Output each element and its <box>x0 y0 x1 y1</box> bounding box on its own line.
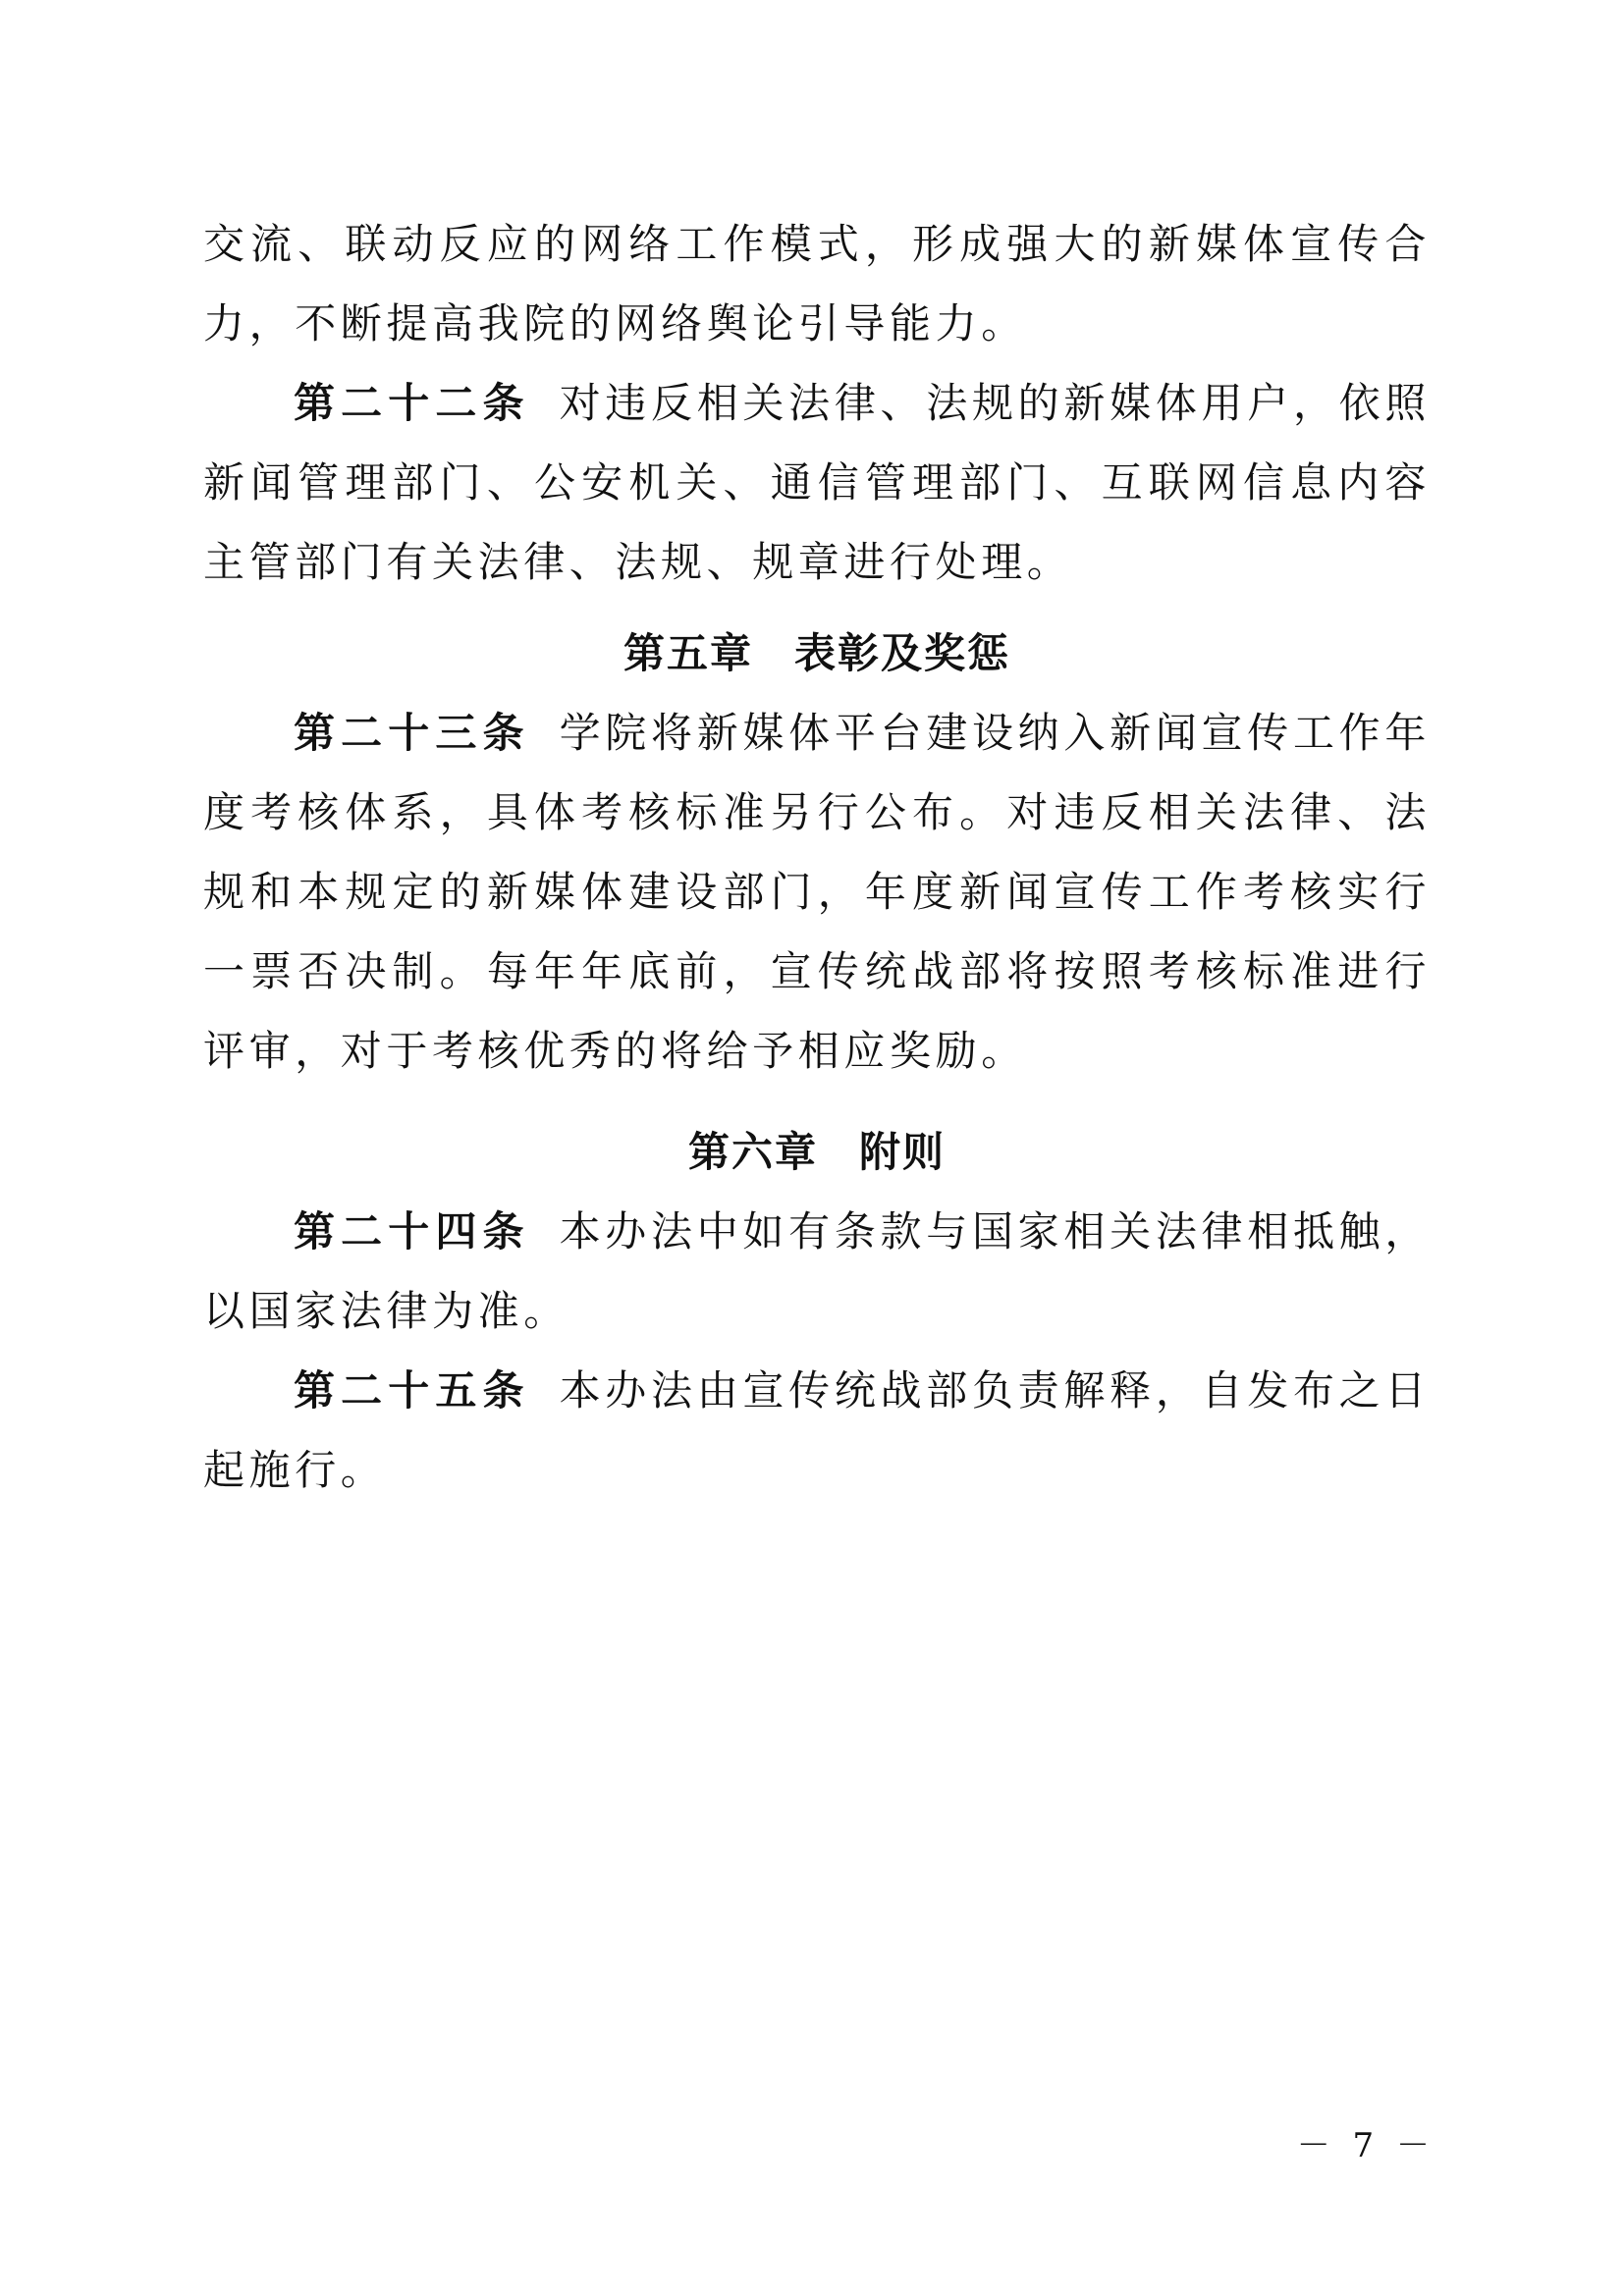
article-23 <box>203 693 1431 1091</box>
article-24 <box>203 1192 1431 1351</box>
article-25 <box>203 1351 1431 1510</box>
article-24-text: 本办法中如有条款与国家相关法律相抵触，以国家法律为准。 <box>203 1207 1431 1335</box>
article-25-text: 本办法由宣传统战部负责解释，自发布之日起施行。 <box>203 1366 1431 1494</box>
page-number: － 7 － <box>1296 2126 1435 2165</box>
article-22 <box>203 363 1431 602</box>
chapter-6-heading <box>203 1091 1431 1192</box>
article-23-number: 第二十三条 <box>294 709 530 757</box>
chapter-6-number: 第六章 <box>687 1128 818 1176</box>
article-22-text: 对违反相关法律、法规的新媒体用户，依照新闻管理部门、公安机关、通信管理部门、互联网信息内容主管部门有关法律、法规、规章进行处理。 <box>203 379 1431 586</box>
chapter-6-title: 附则 <box>859 1128 947 1176</box>
article-22-number: 第二十二条 <box>294 379 530 427</box>
document-body <box>203 204 1431 1510</box>
article-25-number: 第二十五条 <box>294 1366 530 1415</box>
article-23-text: 学院将新媒体平台建设纳入新闻宣传工作年度考核体系，具体考核标准另行公布。对违反相关法律、法规和本规定的新媒体建设部门，年度新闻宣传工作考核实行一票否决制。每年年底前，宣传统战部将按照考核标准进行评审，对于考核优秀的将给予相应奖励。 <box>203 709 1431 1075</box>
continued-paragraph: 交流、联动反应的网络工作模式，形成强大的新媒体宣传合力，不断提高我院的网络舆论引导能力。 <box>203 220 1431 347</box>
chapter-5-number: 第五章 <box>623 629 753 677</box>
chapter-5-title: 表彰及奖惩 <box>794 629 1011 677</box>
article-24-number: 第二十四条 <box>294 1207 530 1255</box>
chapter-5-heading <box>203 602 1431 693</box>
